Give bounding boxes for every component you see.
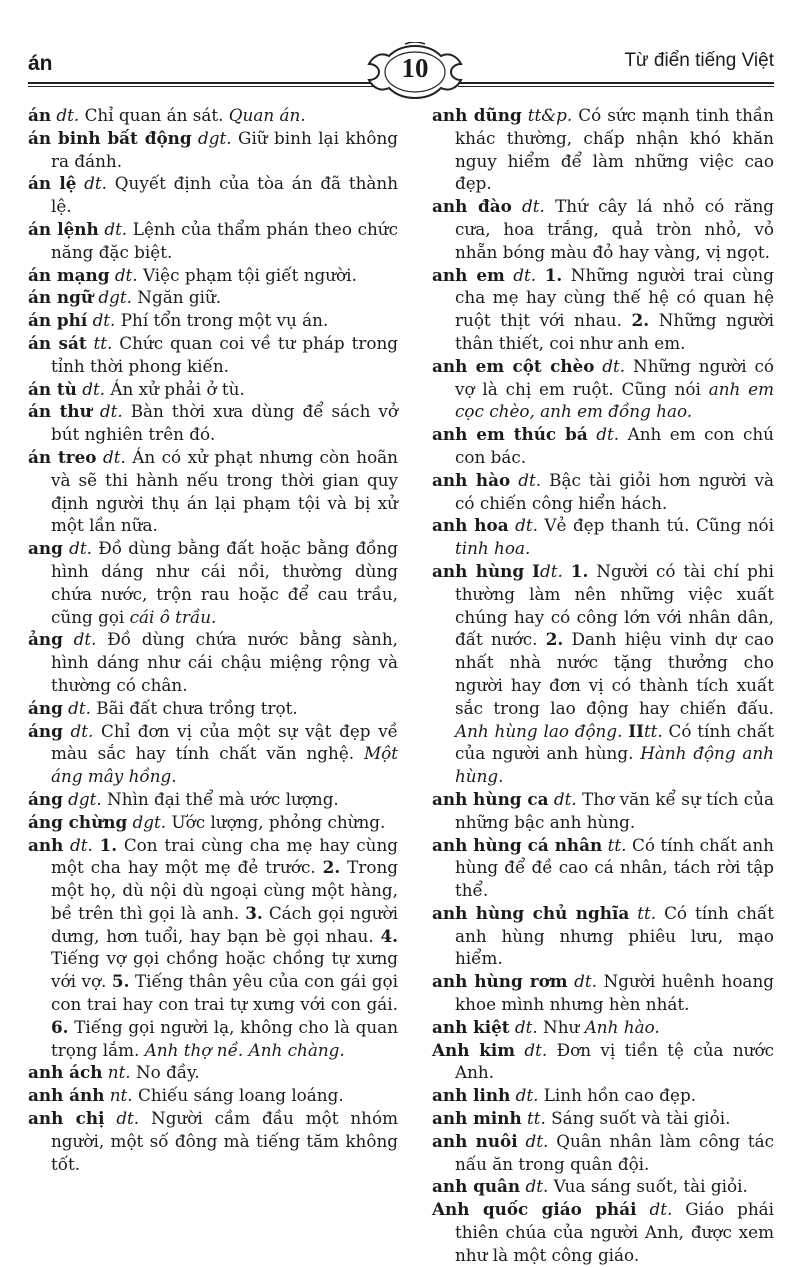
definition-text: Tiếng thân yêu của con gái gọi con trai hay con trai tự xưng với con gái.	[51, 971, 398, 1015]
definition-text	[563, 561, 571, 581]
header-rule-left	[28, 82, 373, 87]
headword: án thư	[28, 401, 92, 422]
definition-text: No đầy.	[130, 1062, 200, 1083]
part-of-speech: tt.	[86, 332, 113, 353]
headword: anh em thúc bá	[432, 424, 588, 445]
headword: anh linh	[432, 1085, 511, 1106]
definition-text: Trong một họ, dù nội dù ngoại cùng một hàng, bề trên thì gọi là anh.	[51, 857, 398, 923]
part-of-speech: dt.	[504, 264, 537, 285]
definition-text: Sáng suốt và tài giỏi.	[545, 1108, 731, 1129]
sense-number: 4.	[380, 925, 398, 946]
part-of-speech: dt.	[511, 196, 545, 217]
dictionary-entry	[432, 902, 774, 970]
dictionary-entry	[432, 788, 774, 834]
definition-text: Việc phạm tội giết người.	[137, 264, 357, 285]
definition-text: Có tính chất anh hùng để đề cao cá nhân, tách rời tập thể.	[455, 834, 774, 901]
example-text: Anh hào.	[584, 1016, 660, 1037]
sense-number: 2.	[631, 310, 650, 331]
headword: áng	[28, 720, 63, 741]
definition-text: Người huênh hoang khoe mình nhưng hèn nhát.	[455, 971, 774, 1015]
definition-text: Những người trai cùng cha mẹ hay cùng thế hệ có quan hệ ruột thịt với nhau.	[455, 264, 774, 331]
part-of-speech: dgt.	[93, 287, 132, 308]
part-of-speech: dgt.	[127, 811, 167, 832]
headword: anh hào	[432, 469, 511, 490]
headword: án sát	[28, 332, 87, 353]
definition-text: Án có xử phạt nhưng còn hoãn và sẽ thi hành nếu trong thời gian quy định người thụ án lại phạm tội và bị xử một lần nữa.	[51, 446, 398, 536]
part-of-speech: dgt.	[191, 127, 232, 148]
definition-text: Thứ cây lá nhỏ có răng cưa, hoa trắng, quả tròn nhỏ, vỏ nhẵn bóng màu đỏ hay vàng, vị ngọt.	[455, 196, 775, 262]
dictionary-entry	[28, 172, 398, 218]
definition-text: Tiếng vợ gọi chồng hoặc chồng tự xưng với vợ.	[51, 948, 398, 992]
example-text: cái ô trầu.	[129, 606, 217, 627]
headword: anh hùng chủ nghĩa	[432, 902, 630, 923]
part-of-speech: dt.	[104, 1108, 140, 1129]
page-header	[0, 0, 800, 110]
definition-text: Có tính chất anh hùng nhưng phiêu lưu, mạo hiểm.	[455, 902, 775, 969]
headword: áng	[28, 697, 63, 718]
definition-text: Người có tài chí phi thường làm nên những việc xuất chúng hay có công lớn với nhân dân, đất nước.	[455, 560, 774, 650]
part-of-speech: dt.	[594, 355, 626, 376]
dictionary-entry	[28, 264, 398, 287]
dictionary-entry	[28, 378, 398, 401]
dictionary-entry	[28, 811, 398, 834]
definition-text: Án xử phải ở tù.	[105, 378, 245, 399]
sense-number: II	[628, 720, 644, 741]
part-of-speech: dt.	[510, 1085, 539, 1106]
example-text: tinh hoa.	[455, 538, 531, 559]
headword: anh hoa	[432, 515, 509, 536]
headword: anh hùng ca	[432, 788, 549, 809]
definition-text	[536, 265, 545, 285]
headword: anh ánh	[28, 1085, 105, 1106]
dictionary-entry	[432, 970, 774, 1016]
sense-number: 1.	[544, 264, 563, 285]
example-text: Anh hùng lao động.	[455, 720, 629, 741]
dictionary-entry	[28, 628, 398, 696]
dictionary-entry	[432, 264, 774, 355]
left-column	[28, 104, 398, 1175]
part-of-speech: dt.	[91, 401, 123, 422]
headword: anh chị	[28, 1108, 105, 1129]
headword: anh quân	[432, 1176, 521, 1197]
part-of-speech: dt.	[508, 515, 538, 536]
dictionary-entry	[28, 720, 398, 788]
definition-text: Chức quan coi về tư pháp trong tỉnh thời phong kiến.	[51, 332, 398, 376]
sense-number: 5.	[111, 971, 130, 992]
headword: án binh bất động	[28, 127, 192, 148]
part-of-speech: dt.	[62, 697, 91, 718]
definition-text: Anh em con chú con bác.	[455, 424, 774, 467]
part-of-speech: dt.	[539, 560, 563, 581]
dictionary-entry	[28, 1084, 398, 1107]
headword: anh em cột chèo	[432, 355, 595, 376]
sense-number: I	[532, 560, 540, 581]
example-text: Anh thợ nề. Anh chàng.	[144, 1039, 345, 1060]
part-of-speech: tt.	[643, 720, 663, 741]
dictionary-entry	[28, 104, 398, 127]
definition-text: Quyết định của tòa án đã thành lệ.	[51, 173, 398, 217]
definition-text: Chỉ đơn vị của một sự vật đẹp về màu sắc hay tính chất văn nghệ.	[51, 720, 398, 764]
part-of-speech: dt.	[548, 788, 577, 809]
dictionary-entry	[432, 195, 774, 263]
headword: án mạng	[28, 264, 110, 285]
part-of-speech: dt.	[509, 1016, 538, 1037]
headword: án ngữ	[28, 287, 94, 308]
definition-text: Vua sáng suốt, tài giỏi.	[548, 1176, 748, 1197]
dictionary-entry	[28, 309, 398, 332]
definition-text: Đồ dùng chứa nước bằng sành, hình dáng như cái chậu miệng rộng và thường có chân.	[51, 629, 399, 695]
definition-text	[524, 561, 532, 581]
definition-text: Đơn vị tiền tệ của nước Anh.	[455, 1039, 774, 1083]
ornament-page-badge-icon	[365, 42, 465, 102]
definition-text: Bậc tài giỏi hơn người và có chiến công hiển hách.	[455, 469, 775, 513]
part-of-speech: dt.	[76, 378, 106, 399]
dictionary-entry	[432, 1107, 774, 1130]
headword: án tù	[28, 378, 77, 399]
part-of-speech: tt.	[521, 1108, 546, 1129]
definition-text: Cách gọi người dưng, hơn tuổi, hay bạn bè gọi nhau.	[51, 902, 398, 946]
definition-text: Người cầm đầu một nhóm người, một số đông mà tiếng tăm không tốt.	[51, 1108, 398, 1174]
part-of-speech: dt.	[98, 218, 128, 239]
headword: anh ách	[28, 1062, 103, 1083]
definition-text: Quân nhân làm công tác nấu ăn trong quân đội.	[455, 1130, 775, 1174]
sense-number: 3.	[245, 902, 263, 923]
book-title: Từ điển tiếng Việt	[624, 50, 774, 71]
dictionary-entry	[28, 537, 398, 628]
dictionary-entry	[432, 1198, 774, 1266]
headword: anh đào	[432, 196, 512, 217]
dictionary-entry	[28, 446, 398, 537]
dictionary-entry	[28, 1061, 398, 1084]
headword: anh hùng	[432, 560, 525, 581]
part-of-speech: dt.	[587, 424, 620, 445]
part-of-speech: dt.	[109, 264, 138, 285]
part-of-speech: dt.	[636, 1199, 673, 1220]
dictionary-entry	[432, 355, 774, 423]
definition-text: Linh hồn cao đẹp.	[538, 1085, 697, 1106]
headword: anh minh	[432, 1108, 522, 1129]
dictionary-entry	[28, 127, 398, 173]
headword: án treo	[28, 446, 97, 467]
dictionary-entry	[28, 400, 398, 446]
dictionary-entry	[432, 469, 774, 515]
dictionary-entry	[432, 560, 774, 788]
headword: anh hùng rơm	[432, 971, 568, 992]
part-of-speech: dt.	[76, 173, 107, 194]
part-of-speech: dt.	[515, 1039, 548, 1060]
definition-text: Chiếu sáng loang loáng.	[132, 1085, 344, 1106]
definition-text: Nhìn đại thể mà ước lượng.	[101, 788, 339, 809]
definition-text	[93, 835, 100, 855]
dictionary-entry	[28, 332, 398, 378]
dictionary-entry	[432, 514, 774, 560]
headword: Anh kim	[432, 1039, 516, 1060]
headword: anh kiệt	[432, 1016, 510, 1037]
example-text: anh em cọc chèo, anh em đồng hao.	[455, 378, 774, 422]
headword: ang	[28, 538, 63, 559]
headword: anh hùng cá nhân	[432, 834, 603, 855]
definition-text: Những người có vợ là chị em ruột. Cũng nói	[455, 355, 775, 399]
part-of-speech: nt.	[104, 1085, 133, 1106]
dictionary-entry	[432, 1130, 774, 1176]
dictionary-entry	[432, 1039, 774, 1085]
definition-text: Danh hiệu vinh dự cao nhất nhà nước tặng thưởng cho người hay đơn vị có thành tích xuất sắc trong lao động hay chiến đấu.	[455, 629, 774, 718]
part-of-speech: nt.	[102, 1062, 131, 1083]
example-text: Quan án.	[228, 105, 306, 125]
part-of-speech: tt.	[629, 902, 657, 923]
dictionary-entry	[28, 1107, 398, 1175]
dictionary-entry	[432, 1084, 774, 1107]
dictionary-entry	[432, 1016, 774, 1039]
dictionary-entry	[432, 104, 774, 195]
part-of-speech: dt.	[96, 446, 126, 467]
headword: án lệ	[28, 173, 77, 194]
definition-text: Tiếng gọi người lạ, không cho là quan trọng lắm.	[51, 1016, 398, 1060]
headword: án	[28, 105, 52, 125]
dictionary-entry	[432, 834, 774, 902]
part-of-speech: dt.	[62, 629, 97, 650]
definition-text: Thơ văn kể sự tích của những bậc anh hùng.	[455, 788, 775, 832]
dictionary-entry	[28, 788, 398, 811]
part-of-speech: dgt.	[62, 788, 102, 809]
part-of-speech: dt.	[62, 720, 94, 741]
definition-text: Giáo phái thiên chúa của người Anh, được xem như là một công giáo.	[455, 1199, 775, 1265]
definition-text: Giữ binh lại không ra đánh.	[51, 127, 398, 171]
definition-text: Có sức mạnh tinh thần khác thường, chấp nhận khó khăn nguy hiểm để làm những việc cao đẹp.	[455, 105, 774, 194]
part-of-speech: dt.	[520, 1176, 549, 1197]
definition-text: Chỉ quan án sát.	[79, 105, 229, 125]
headword: Anh quốc giáo phái	[432, 1199, 637, 1220]
example-text: Một áng mây hồng.	[51, 743, 398, 787]
definition-text: Đồ dùng bằng đất hoặc bằng đồng hình dáng như cái nồi, thường dùng chứa nước, trộn rau hoặc để cau trầu, cũng gọi	[51, 538, 399, 627]
part-of-speech: dt.	[510, 469, 542, 490]
dictionary-entry	[432, 1175, 774, 1198]
part-of-speech: dt.	[517, 1130, 549, 1151]
dictionary-entry	[432, 423, 774, 469]
sense-number: 1.	[99, 834, 118, 855]
dictionary-entry	[28, 286, 398, 309]
headword: anh	[28, 834, 64, 855]
sense-number: 2.	[545, 629, 564, 650]
headword: anh dũng	[432, 105, 522, 125]
part-of-speech: dt.	[63, 834, 93, 855]
headword: áng	[28, 788, 63, 809]
definition-text: Lệnh của thẩm phán theo chức năng đặc biệt.	[51, 218, 399, 262]
part-of-speech: tt&p.	[521, 105, 573, 125]
headword: án phí	[28, 310, 88, 331]
definition-text: Bãi đất chưa trồng trọt.	[90, 697, 298, 718]
guide-word: án	[28, 52, 53, 75]
page-number: 10	[401, 53, 429, 83]
definition-text: Ngăn giữ.	[131, 287, 222, 308]
example-text: Hành động anh hùng.	[455, 743, 774, 787]
headword: án lệnh	[28, 218, 99, 239]
headword: áng chừng	[28, 811, 128, 832]
definition-text: Con trai cùng cha mẹ hay cùng một cha hay một mẹ đẻ trước.	[51, 834, 398, 878]
sense-number: 6.	[51, 1016, 69, 1037]
definition-text: Ước lượng, phỏng chừng.	[166, 811, 386, 832]
part-of-speech: dt.	[567, 971, 597, 992]
part-of-speech: dt.	[51, 105, 80, 125]
definition-text: Có tính chất của người anh hùng.	[455, 720, 775, 764]
part-of-speech: tt.	[602, 834, 627, 855]
definition-text: Phí tổn trong một vụ án.	[115, 310, 329, 331]
headword: ảng	[28, 629, 63, 650]
right-column	[432, 104, 774, 1267]
sense-number: 1.	[570, 560, 589, 581]
definition-text: Những người thân thiết, coi như anh em.	[455, 310, 774, 353]
definition-text: Vẻ đẹp thanh tú. Cũng nói	[537, 515, 775, 536]
headword: anh em	[432, 264, 505, 285]
definition-text: Như	[537, 1016, 585, 1037]
dictionary-entry	[28, 697, 398, 720]
part-of-speech: dt.	[62, 538, 92, 559]
sense-number: 2.	[322, 857, 341, 878]
headword: anh nuôi	[432, 1130, 518, 1151]
dictionary-entry	[28, 218, 398, 264]
part-of-speech: dt.	[87, 310, 116, 331]
definition-text: Bàn thời xưa dùng để sách vở bút nghiên trên đó.	[51, 401, 399, 445]
header-rule-right	[458, 82, 774, 87]
dictionary-entry	[28, 834, 398, 1062]
